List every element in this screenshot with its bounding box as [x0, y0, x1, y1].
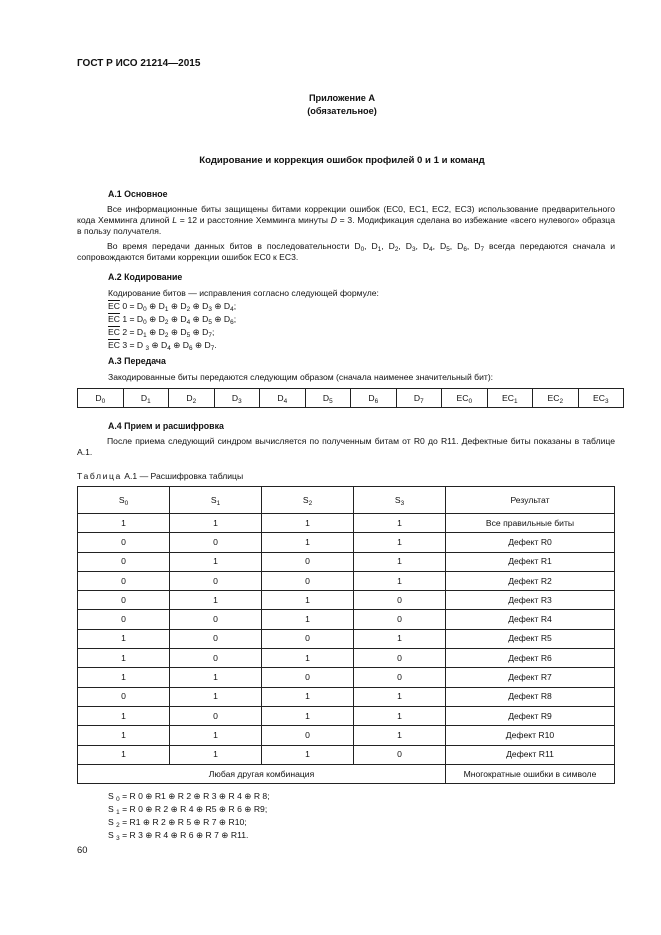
- bit-cell: $D_2$: [169, 389, 215, 408]
- table-row: [78, 610, 615, 629]
- table-row: [78, 571, 615, 590]
- bit-cell: $D_6$: [351, 389, 397, 408]
- syndrome-cell: 0: [262, 571, 354, 590]
- syndrome-cell: 1: [354, 706, 446, 725]
- bit-cell: $EC_0$: [442, 389, 488, 408]
- table-row: [78, 668, 615, 687]
- col-s3: $S_3$: [354, 487, 446, 514]
- section-a4-heading: A.4 Прием и расшифровка: [108, 421, 224, 431]
- syndrome-cell: 0: [170, 649, 262, 668]
- syndrome-cell: 0: [78, 571, 170, 590]
- col-s0: $S_0$: [78, 487, 170, 514]
- result-cell: Дефект R4: [446, 610, 615, 629]
- syndrome-cell: 0: [354, 610, 446, 629]
- table-row: [78, 687, 615, 706]
- syndrome-cell: 1: [78, 629, 170, 648]
- syndrome-cell: 0: [262, 668, 354, 687]
- syndrome-cell: 0: [170, 533, 262, 552]
- syndrome-cell: 1: [78, 649, 170, 668]
- syndrome-cell: 1: [354, 687, 446, 706]
- result-cell: Дефект R2: [446, 571, 615, 590]
- bit-cell: $D_4$: [260, 389, 306, 408]
- bit-cell: $EC_1$: [487, 389, 533, 408]
- syndrome-cell: 0: [262, 552, 354, 571]
- table-caption: Таблица A.1 — Расшифровка таблицы: [77, 471, 244, 481]
- syndrome-cell: 1: [170, 514, 262, 533]
- bit-cell: $D_5$: [305, 389, 351, 408]
- table-row: [78, 533, 615, 552]
- result-cell: Дефект R6: [446, 649, 615, 668]
- syndrome-cell: 1: [262, 591, 354, 610]
- syndrome-cell: 1: [354, 629, 446, 648]
- other-combination: Любая другая комбинация: [78, 764, 446, 783]
- syndrome-s0: S $_0$ = R 0 ⊕ R1 ⊕ R 2 ⊕ R 3 ⊕ R 4 ⊕ R 8;: [108, 791, 270, 803]
- formula-ec3: $\overline{EC}$ 3 = D $_3$ ⊕ $D_4$ ⊕ $D_6$ ⊕ $D_7$.: [108, 340, 217, 352]
- syndrome-cell: 0: [170, 706, 262, 725]
- syndrome-cell: 1: [170, 591, 262, 610]
- syndrome-cell: 0: [354, 649, 446, 668]
- document-header: ГОСТ Р ИСО 21214—2015: [77, 58, 201, 69]
- syndrome-cell: 1: [354, 726, 446, 745]
- syndrome-cell: 1: [170, 552, 262, 571]
- syndrome-cell: 0: [170, 629, 262, 648]
- result-cell: Дефект R9: [446, 706, 615, 725]
- bit-cell: $D_1$: [123, 389, 169, 408]
- syndrome-cell: 1: [262, 610, 354, 629]
- section-a1-paragraph-2: Во время передачи данных битов в последовательности $D_0$, $D_1$, $D_2$, $D_3$, $D_4$, $D_5$, $D_6$, $D_7$ всегда передаются сначала и сопровождаются битами коррекции ошибок EC0 к EC3.: [77, 241, 616, 262]
- syndrome-cell: 1: [354, 533, 446, 552]
- syndrome-cell: 0: [354, 591, 446, 610]
- col-s1: $S_1$: [170, 487, 262, 514]
- table-row: [78, 726, 615, 745]
- bit-cell: $EC_3$: [578, 389, 624, 408]
- syndrome-cell: 1: [78, 745, 170, 764]
- col-result: Результат: [446, 487, 615, 514]
- syndrome-cell: 1: [78, 668, 170, 687]
- syndrome-cell: 0: [354, 745, 446, 764]
- syndrome-cell: 1: [262, 649, 354, 668]
- syndrome-cell: 1: [262, 687, 354, 706]
- syndrome-cell: 1: [262, 514, 354, 533]
- syndrome-cell: 0: [170, 571, 262, 590]
- page-number: 60: [77, 844, 88, 855]
- section-a3-intro: Закодированные биты передаются следующим образом (сначала наименее значительный бит):: [108, 372, 494, 382]
- table-row: [78, 649, 615, 668]
- section-a1-heading: A.1 Основное: [108, 189, 168, 199]
- result-cell: Дефект R0: [446, 533, 615, 552]
- appendix-title: Приложение А: [308, 93, 376, 103]
- syndrome-cell: 1: [78, 726, 170, 745]
- result-cell: Дефект R5: [446, 629, 615, 648]
- result-cell: Дефект R11: [446, 745, 615, 764]
- syndrome-cell: 1: [262, 533, 354, 552]
- table-row: [78, 706, 615, 725]
- bit-order-table: [77, 388, 624, 408]
- result-cell: Дефект R7: [446, 668, 615, 687]
- syndrome-cell: 0: [354, 668, 446, 687]
- formula-ec2: $\overline{EC}$ $2 = D_1$ ⊕ $D_2$ ⊕ $D_5$ ⊕ $D_7$;: [108, 327, 215, 339]
- syndrome-s2: S $_2$ = R1 ⊕ R 2 ⊕ R 5 ⊕ R 7 ⊕ R10;: [108, 817, 247, 829]
- section-a2-intro: Кодирование битов — исправления согласно следующей формуле:: [108, 288, 379, 298]
- table-row: [78, 629, 615, 648]
- bit-cell: $EC_2$: [533, 389, 579, 408]
- formula-ec0: $\overline{EC}$ $0 = D_0$ ⊕ $D_1$ ⊕ $D_2$ ⊕ $D_3$ ⊕ $D_4$;: [108, 301, 237, 313]
- syndrome-cell: 1: [78, 706, 170, 725]
- syndrome-cell: 1: [354, 571, 446, 590]
- result-cell: Дефект R3: [446, 591, 615, 610]
- table-row: [78, 552, 615, 571]
- syndrome-s3: S $_3$ = R 3 ⊕ R 4 ⊕ R 6 ⊕ R 7 ⊕ R11.: [108, 830, 249, 842]
- appendix-heading: [77, 92, 607, 119]
- syndrome-s1: S $_1$ = R 0 ⊕ R 2 ⊕ R 4 ⊕ R5 ⊕ R 6 ⊕ R9;: [108, 804, 268, 816]
- result-cell: Дефект R1: [446, 552, 615, 571]
- syndrome-cell: 0: [78, 687, 170, 706]
- section-a3-heading: A.3 Передача: [108, 356, 166, 366]
- syndrome-cell: 1: [262, 706, 354, 725]
- result-cell: Все правильные биты: [446, 514, 615, 533]
- decoding-table: [77, 486, 615, 784]
- syndrome-cell: 1: [170, 745, 262, 764]
- section-a4-paragraph: После приема следующий синдром вычисляется по полученным битам от R0 до R11. Дефектные биты показаны в таблице A.1.: [77, 436, 615, 457]
- bit-cell: $D_0$: [78, 389, 124, 408]
- syndrome-cell: 0: [262, 726, 354, 745]
- col-s2: $S_2$: [262, 487, 354, 514]
- syndrome-cell: 0: [78, 533, 170, 552]
- syndrome-cell: 1: [354, 514, 446, 533]
- syndrome-cell: 1: [170, 687, 262, 706]
- appendix-note: (обязательное): [307, 106, 377, 117]
- syndrome-cell: 1: [262, 745, 354, 764]
- page-title: Кодирование и коррекция ошибок профилей 0 и 1 и команд: [199, 155, 485, 166]
- other-result: Многократные ошибки в символе: [446, 764, 615, 783]
- syndrome-cell: 1: [170, 668, 262, 687]
- table-row: [78, 591, 615, 610]
- section-a2-heading: A.2 Кодирование: [108, 272, 183, 282]
- section-a1-paragraph-1: Все информационные биты защищены битами коррекции ошибок (EC0, EC1, EC2, EC3) использование предварительного кода Хемминга длиной L = 12 и расстояние Хемминга минуты D = 3. Модификация сделана во избежание «всего нулевого» образца в пользу получателя.: [77, 204, 615, 236]
- syndrome-cell: 1: [170, 726, 262, 745]
- formula-ec1: $\overline{EC}$ $1 = D_0$ ⊕ $D_2$ ⊕ $D_4$ ⊕ $D_5$ ⊕ $D_6$;: [108, 314, 237, 326]
- syndrome-cell: 0: [78, 552, 170, 571]
- syndrome-cell: 1: [78, 514, 170, 533]
- syndrome-cell: 1: [354, 552, 446, 571]
- bit-cell: $D_7$: [396, 389, 442, 408]
- syndrome-cell: 0: [262, 629, 354, 648]
- syndrome-cell: 0: [170, 610, 262, 629]
- syndrome-cell: 0: [78, 610, 170, 629]
- table-row: [78, 745, 615, 764]
- result-cell: Дефект R8: [446, 687, 615, 706]
- syndrome-cell: 0: [78, 591, 170, 610]
- decoding-table-header: [78, 487, 615, 514]
- bit-cell: $D_3$: [214, 389, 260, 408]
- table-row: [78, 514, 615, 533]
- result-cell: Дефект R10: [446, 726, 615, 745]
- table-row-other: [78, 764, 615, 783]
